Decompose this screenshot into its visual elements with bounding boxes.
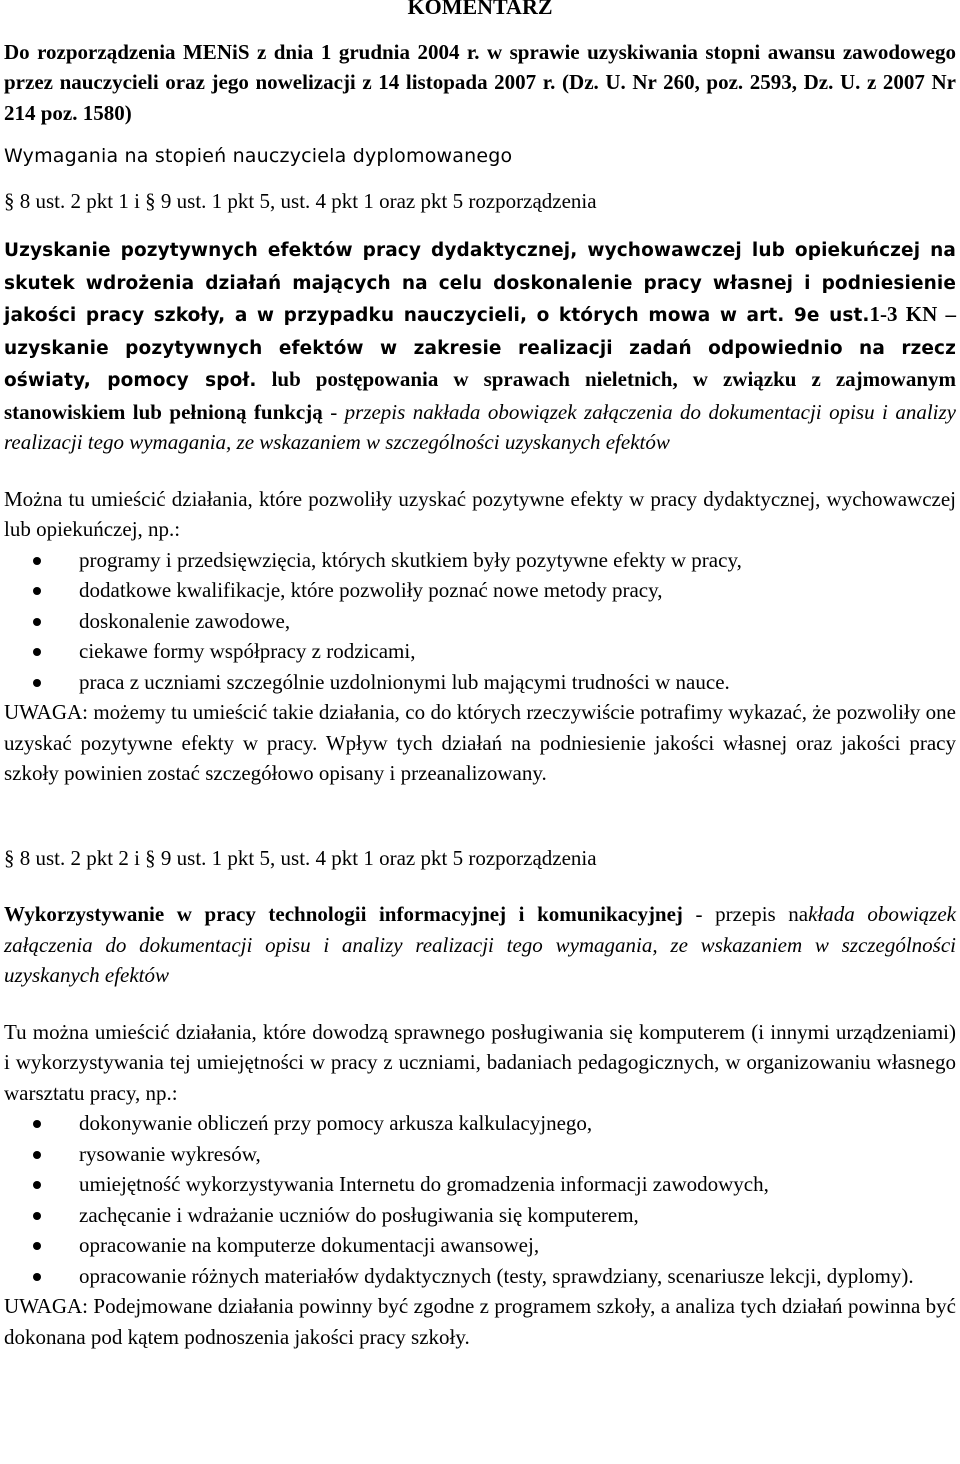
bullet-icon	[33, 1212, 41, 1220]
list-item: dodatkowe kwalifikacje, które pozwoliły poznać nowe metody pracy,	[4, 575, 956, 606]
note-label: UWAGA	[4, 700, 83, 724]
section1-lead-bold-serif: 1-3 KN –	[869, 302, 956, 326]
section1-list	[4, 545, 956, 698]
section2-lead-bold: Wykorzystywanie w pracy technologii informacyjnej i komunikacyjnej	[4, 902, 683, 926]
section2-intro: Tu można umieścić działania, które dowodzą sprawnego posługiwania się komputerem (i innymi urządzeniami) i wykorzystywania tej umiejętności w pracy z uczniami, badaniach pedagogicznych, w organizowaniu własnego warsztatu pracy, np.:	[4, 1019, 956, 1105]
list-item: opracowanie różnych materiałów dydaktycznych (testy, sprawdziany, scenariusze lekcji, dyplomy).	[4, 1261, 956, 1292]
section2-heading: § 8 ust. 2 pkt 2 i § 9 ust. 1 pkt 5, ust. 4 pkt 1 oraz pkt 5 rozporządzenia	[4, 845, 597, 870]
section2-note: UWAGA: Podejmowane działania powinny być zgodne z programem szkoły, a analiza tych działań powinna być dokonana pod kątem podnoszenia jakości pracy szkoły.	[4, 1294, 956, 1349]
list-item: zachęcanie i wdrażanie uczniów do posługiwania się komputerem,	[4, 1200, 956, 1231]
list-item: ciekawe formy współpracy z rodzicami,	[4, 636, 956, 667]
document-page	[4, 0, 956, 1352]
section2-lead-italic: kłada obowiązek załączenia do dokumentacji opisu i analizy realizacji tego wymagania, ze wskazaniem w szczególności uzyskanych efektów	[4, 902, 956, 987]
section1-lead	[4, 234, 956, 458]
section1-lead-bold-sans-2: uzyskanie pozytywnych efektów w zakresie realizacji zadań odpowiednio na rzecz oświaty, pomocy społ.	[4, 337, 956, 391]
bullet-icon	[33, 618, 41, 626]
section2-list	[4, 1108, 956, 1291]
bullet-icon	[33, 1273, 41, 1281]
bullet-icon	[33, 557, 41, 565]
bullet-icon	[33, 1151, 41, 1159]
section1-lead-bold-sans: Uzyskanie pozytywnych efektów pracy dydaktycznej, wychowawczej lub opiekuńczej na skutek wdrożenia działań mających na celu doskonalenie pracy własnej i podniesienie jakości pracy szkoły, a w przypadku nauczycieli, o których mowa w art. 9e ust.	[4, 240, 956, 326]
document-subtitle: Do rozporządzenia MENiS z dnia 1 grudnia 2004 r. w sprawie uzyskiwania stopni awansu zawodowego przez nauczycieli oraz jego nowelizacji z 14 listopada 2007 r. (Dz. U. Nr 260, poz. 2593, Dz. U. z 2007 Nr 214 poz. 1580)	[4, 39, 956, 125]
section1-lead-bold-serif-2: lub postępowania w sprawach nieletnich, w związku z zajmowanym stanowiskiem lub pełnioną funkcją	[4, 367, 957, 424]
list-item: programy i przedsięwzięcia, których skutkiem były pozytywne efekty w pracy,	[4, 545, 956, 576]
list-item: opracowanie na komputerze dokumentacji awansowej,	[4, 1230, 956, 1261]
bullet-icon	[33, 679, 41, 687]
requirement-heading: Wymagania na stopień nauczyciela dyplomowanego	[4, 145, 513, 167]
bullet-icon	[33, 1181, 41, 1189]
bullet-icon	[33, 1120, 41, 1128]
section2-lead-plain: - przepis na	[682, 902, 809, 926]
section1-intro: Można tu umieścić działania, które pozwoliły uzyskać pozytywne efekty w pracy dydaktycznej, wychowawczej lub opiekuńczej, np.:	[4, 486, 956, 541]
list-item: umiejętność wykorzystywania Internetu do gromadzenia informacji zawodowych,	[4, 1169, 956, 1200]
section1-note: UWAGA: możemy tu umieścić takie działania, co do których rzeczywiście potrafimy wykazać, że pozwoliły one uzyskać pozytywne efekty w pracy. Wpływ tych działań na podniesienie jakości własnej oraz jakości pracy szkoły powinien zostać szczegółowo opisany i przeanalizowany.	[4, 700, 956, 785]
list-item: praca z uczniami szczególnie uzdolnionymi lub mającymi trudności w nauce.	[4, 667, 956, 698]
bullet-icon	[33, 587, 41, 595]
list-item: doskonalenie zawodowe,	[4, 606, 956, 637]
bullet-icon	[33, 1242, 41, 1250]
document-title: KOMENTARZ	[407, 0, 553, 19]
bullet-icon	[33, 648, 41, 656]
section2-lead	[4, 899, 956, 991]
section1-heading: § 8 ust. 2 pkt 1 i § 9 ust. 1 pkt 5, ust. 4 pkt 1 oraz pkt 5 rozporządzenia	[4, 188, 597, 213]
section1-lead-italic: przepis nakłada obowiązek załączenia do dokumentacji opisu i analizy realizacji tego wymagania, ze wskazaniem w szczególności uzyskanych efektów	[4, 399, 956, 454]
list-item: dokonywanie obliczeń przy pomocy arkusza kalkulacyjnego,	[4, 1108, 956, 1139]
section1-lead-plain: -	[322, 399, 345, 424]
note-label: UWAGA	[4, 1294, 83, 1318]
list-item: rysowanie wykresów,	[4, 1139, 956, 1170]
